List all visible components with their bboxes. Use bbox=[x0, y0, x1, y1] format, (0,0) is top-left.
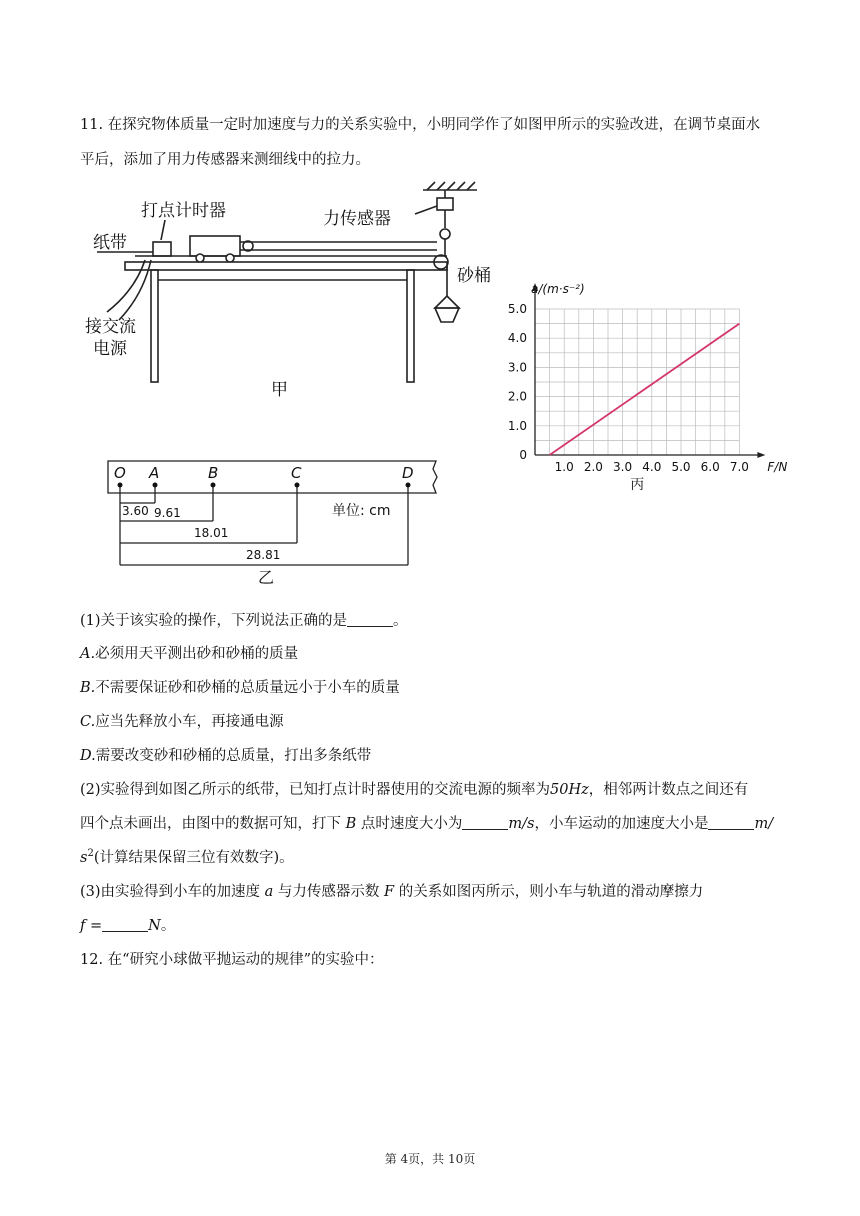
label-sensor: 力传感器 bbox=[323, 209, 391, 229]
caption-jia: 甲 bbox=[271, 380, 288, 400]
q11-part2-pointb: B bbox=[345, 816, 357, 832]
series-line bbox=[550, 324, 740, 455]
answer-blank-3[interactable] bbox=[708, 815, 754, 831]
figure-jia-apparatus bbox=[85, 180, 505, 405]
label-timer: 打点计时器 bbox=[141, 201, 226, 221]
tape-dist-oc: 18.01 bbox=[194, 526, 229, 540]
option-d-key: D. bbox=[80, 748, 96, 764]
caption-bing: 丙 bbox=[630, 477, 645, 493]
option-c-text: 应当先释放小车，再接通电源 bbox=[95, 714, 284, 730]
q11-part1-text: (1)关于该实验的操作，下列说法正确的是 bbox=[80, 613, 348, 629]
q11-part3-av: a bbox=[264, 884, 274, 900]
label-power-2: 电源 bbox=[93, 339, 127, 359]
y-tick-label: 0 bbox=[519, 448, 527, 462]
label-bucket: 砂桶 bbox=[457, 266, 491, 286]
q11-part2-unit1: m/s bbox=[508, 816, 535, 832]
q11-part3-line1 bbox=[80, 880, 703, 901]
q11-part2-line3 bbox=[80, 846, 294, 867]
y-tick-label: 1.0 bbox=[507, 418, 527, 433]
option-d bbox=[80, 744, 371, 765]
option-c bbox=[80, 710, 284, 731]
tape-point-o: O bbox=[114, 464, 126, 482]
y-tick-label: 3.0 bbox=[507, 360, 527, 375]
x-tick-label: 2.0 bbox=[583, 460, 603, 474]
q11-stem-line2: 平后，添加了用力传感器来测细线中的拉力。 bbox=[80, 152, 370, 168]
q11-part2-line2 bbox=[80, 812, 773, 833]
q11-part2-d: 点时速度大小为 bbox=[360, 816, 463, 832]
x-axis-arrow bbox=[757, 452, 765, 458]
figure-bing-chart bbox=[495, 278, 795, 498]
q11-part2-unit3: s bbox=[80, 850, 88, 866]
q11-part2-e: ，小车运动的加速度大小是 bbox=[534, 816, 709, 832]
x-axis-label: F/N bbox=[767, 460, 788, 474]
q11-part3-c: 的关系如图丙所示，则小车与轨道的滑动摩擦力 bbox=[398, 884, 704, 900]
q11-part3-end: 。 bbox=[160, 918, 176, 934]
option-a-key: A. bbox=[80, 646, 96, 662]
tape-point-c: C bbox=[291, 464, 302, 482]
q11-part1-end: 。 bbox=[393, 613, 408, 629]
tape-point-d: D bbox=[402, 464, 414, 482]
q11-part2-unit2: m/ bbox=[754, 816, 774, 832]
tape-point-b: B bbox=[208, 464, 219, 482]
q11-part2-a: (2)实验得到如图乙所示的纸带，已知打点计时器使用的交流电源的频率为 bbox=[80, 782, 551, 798]
label-tape: 纸带 bbox=[93, 233, 127, 253]
option-d-text: 需要改变砂和砂桶的总质量，打出多条纸带 bbox=[95, 748, 372, 764]
q11-part2-c: 四个点未画出，由图中的数据可知，打下 bbox=[80, 816, 341, 832]
tape-dist-oa: 3.60 bbox=[122, 504, 149, 518]
tape-dist-ob: 9.61 bbox=[154, 506, 181, 520]
option-a-text: 必须用天平测出砂和砂桶的质量 bbox=[95, 646, 299, 662]
y-tick-label: 4.0 bbox=[507, 331, 527, 346]
figure-yi-tape bbox=[100, 455, 445, 590]
y-axis-label: a/(m·s⁻²) bbox=[531, 282, 585, 296]
label-power-1: 接交流 bbox=[85, 317, 136, 337]
x-tick-label: 6.0 bbox=[700, 460, 720, 474]
q11-part2-f: (计算结果保留三位有效数字)。 bbox=[93, 850, 294, 866]
q11-part2-line1 bbox=[80, 778, 748, 799]
q11-part3-friction: f = bbox=[80, 918, 103, 934]
q11-stem-line1: 11. 在探究物体质量一定时加速度与力的关系实验中，小明同学作了如图甲所示的实验改进，在调节桌面水 bbox=[80, 117, 761, 133]
answer-blank-2[interactable] bbox=[462, 815, 508, 831]
option-a bbox=[80, 642, 298, 663]
tape-point-a: A bbox=[149, 464, 160, 482]
y-tick-label: 5.0 bbox=[507, 302, 527, 316]
x-tick-label: 3.0 bbox=[613, 460, 633, 474]
q12-stem: 12. 在“研究小球做平抛运动的规律”的实验中： bbox=[80, 952, 384, 968]
page-footer: 第 4页，共 10页 bbox=[384, 1152, 476, 1166]
option-b-key: B. bbox=[80, 680, 96, 696]
x-tick-label: 7.0 bbox=[729, 460, 749, 474]
option-b bbox=[80, 676, 400, 697]
answer-blank-4[interactable] bbox=[102, 917, 148, 933]
x-tick-label: 1.0 bbox=[554, 460, 574, 474]
q11-part2-freq: 50Hz bbox=[550, 782, 589, 798]
x-tick-label: 4.0 bbox=[642, 460, 662, 474]
y-tick-label: 2.0 bbox=[507, 389, 527, 404]
tape-dist-od: 28.81 bbox=[246, 548, 281, 562]
option-b-text: 不需要保证砂和砂桶的总质量远小于小车的质量 bbox=[95, 680, 400, 696]
q11-part3-unit: N bbox=[148, 918, 161, 934]
answer-blank-1[interactable] bbox=[347, 612, 393, 628]
q11-part3-f-var: F bbox=[384, 884, 395, 900]
x-tick-label: 5.0 bbox=[671, 460, 691, 474]
caption-yi: 乙 bbox=[258, 568, 275, 587]
tape-unit: 单位: cm bbox=[332, 503, 391, 519]
q11-part1 bbox=[80, 609, 408, 630]
q11-part3-b: 与力传感器示数 bbox=[277, 884, 380, 900]
q11-part2-sup: 2 bbox=[87, 848, 94, 860]
option-c-key: C. bbox=[80, 714, 96, 730]
q11-part3-a: (3)由实验得到小车的加速度 bbox=[80, 884, 261, 900]
q11-part2-b: ，相邻两计数点之间还有 bbox=[588, 782, 749, 798]
q11-part3-line2 bbox=[80, 914, 175, 935]
